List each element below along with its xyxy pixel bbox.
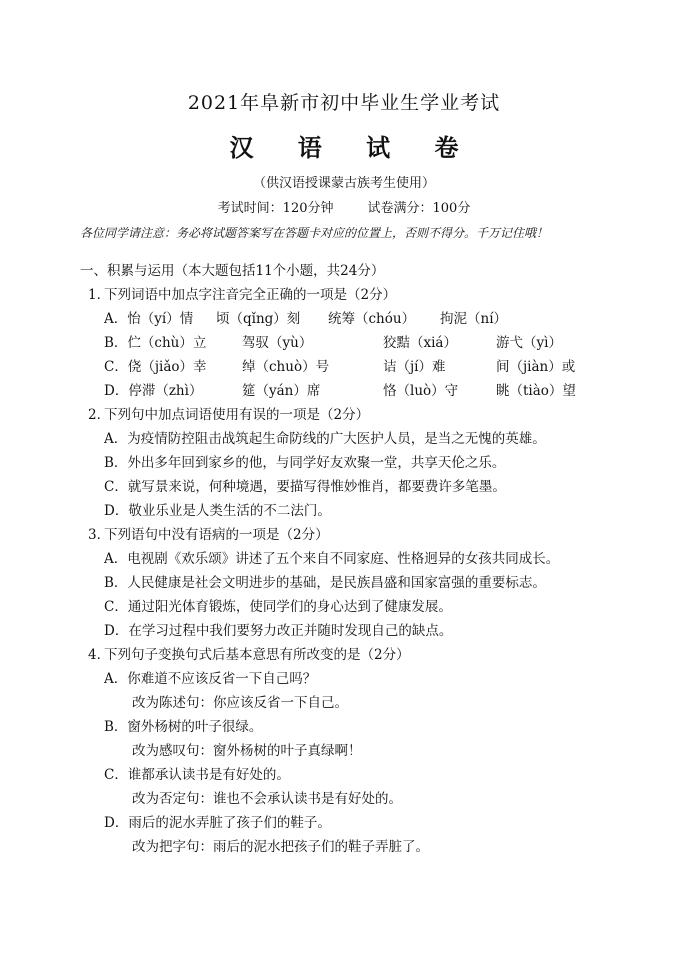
question-number: 1．: [88, 287, 111, 303]
subject-title: 汉 语 试 卷: [229, 133, 477, 162]
q1-cell: 统筹（chóu）: [328, 311, 416, 327]
q1-cell: 拘泥（ní）: [440, 311, 508, 327]
q1-cell: C．侥（jiǎo）幸: [104, 359, 207, 375]
q1-option-row-d: [104, 382, 664, 400]
q4-option-a-rewrite: 改为陈述句：你应该反省一下自己。: [132, 695, 348, 711]
q2-option-d: D．敬业乐业是人类生活的不二法门。: [104, 503, 331, 519]
question-stem: 下列句子变换句式后基本意思有所改变的是（2分）: [104, 647, 410, 663]
question-number: 3．: [88, 527, 111, 543]
q1-cell: 游弋（yì）: [496, 335, 562, 351]
question-stem: 下列语句中没有语病的一项是（2分）: [104, 527, 329, 543]
question-1: [88, 286, 396, 304]
q4-option-d-rewrite: 改为把字句：雨后的泥水把孩子们的鞋子弄脏了。: [132, 839, 429, 855]
q2-option-b: B．外出多年回到家乡的他，与同学好友欢聚一堂，共享天伦之乐。: [104, 455, 506, 471]
q3-option-c: C．通过阳光体育锻炼，使同学们的身心达到了健康发展。: [104, 599, 452, 615]
q1-cell: A．怡（yí）情: [104, 311, 194, 327]
question-number: 4．: [88, 647, 111, 663]
q1-cell: 间（jiàn）或: [496, 359, 576, 375]
q1-option-row-b: [104, 334, 664, 352]
exam-title: 2021年阜新市初中毕业生学业考试: [187, 92, 501, 114]
question-4: [88, 646, 410, 664]
exam-info: [0, 197, 688, 216]
q4-option-a: A．你难道不应该反省一下自己吗？: [104, 671, 317, 687]
q1-cell: D．停滞（zhì）: [104, 383, 203, 399]
q2-option-c: C．就写景来说，何种境遇，要描写得惟妙惟肖，都要费许多笔墨。: [104, 479, 506, 495]
q1-cell: 顷（qǐng）刻: [216, 311, 301, 327]
q1-cell: 驾驭（yù）: [242, 335, 313, 351]
exam-notice: 各位同学请注意：务必将试题答案写在答题卡对应的位置上，否则不得分。千万记住哦！: [80, 226, 549, 240]
question-2: [88, 406, 369, 424]
q1-option-row-c: [104, 358, 664, 376]
q3-option-a: A．电视剧《欢乐颂》讲述了五个来自不同家庭、性格迥异的女孩共同成长。: [104, 551, 560, 567]
q1-cell: 眺（tiào）望: [496, 383, 576, 399]
audience-note: （供汉语授课蒙古族考生使用）: [252, 176, 435, 191]
question-stem: 下列词语中加点字注音完全正确的一项是（2分）: [104, 287, 397, 303]
q4-option-c-rewrite: 改为否定句：谁也不会承认读书是有好处的。: [132, 791, 402, 807]
q4-option-b-rewrite: 改为感叹句：窗外杨树的叶子真绿啊！: [132, 743, 362, 759]
q1-cell: 筵（yán）席: [242, 383, 321, 399]
q1-cell: 绰（chuò）号: [242, 359, 330, 375]
exam-score: 试卷满分：100分: [367, 201, 471, 216]
q1-cell: 恪（luò）守: [383, 383, 459, 399]
q2-option-a: A．为疫情防控阻击战筑起生命防线的广大医护人员，是当之无愧的英雄。: [104, 431, 546, 447]
q4-option-c: C．谁都承认读书是有好处的。: [104, 767, 290, 783]
question-number: 2．: [88, 407, 111, 423]
exam-time: 考试时间：120分钟: [217, 201, 334, 216]
q1-cell: 诘（jí）难: [383, 359, 446, 375]
q4-option-d: D．雨后的泥水弄脏了孩子们的鞋子。: [104, 815, 331, 831]
q4-option-b: B．窗外杨树的叶子很绿。: [104, 719, 263, 735]
q1-cell: B．伫（chù）立: [104, 335, 207, 351]
q1-option-row-a: [104, 310, 664, 328]
q1-cell: 狡黠（xiá）: [383, 335, 457, 351]
q3-option-b: B．人民健康是社会文明进步的基础，是民族昌盛和国家富强的重要标志。: [104, 575, 546, 591]
question-stem: 下列句中加点词语使用有误的一项是（2分）: [104, 407, 370, 423]
question-3: [88, 526, 329, 544]
q3-option-d: D．在学习过程中我们要努力改正并随时发现自己的缺点。: [104, 623, 453, 639]
section-title: 一、积累与运用（本大题包括11个小题，共24分）: [80, 263, 385, 279]
